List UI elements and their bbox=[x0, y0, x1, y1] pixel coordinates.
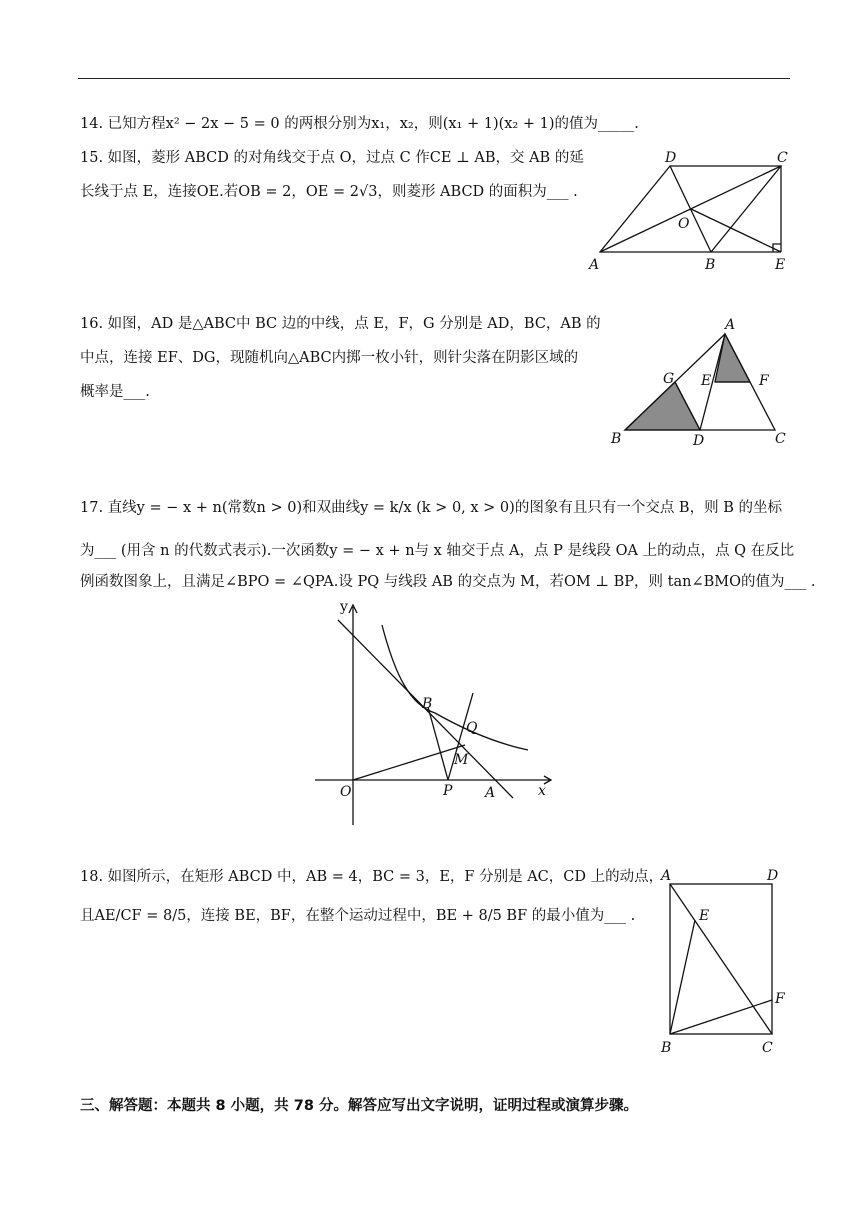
label-a: A bbox=[589, 257, 600, 273]
problem-16-text-line3: 概率是___. bbox=[80, 384, 150, 400]
label-q: Q bbox=[466, 720, 478, 736]
hyperbola-figure bbox=[310, 595, 560, 830]
label-c: C bbox=[762, 1040, 773, 1056]
label-a: A bbox=[725, 317, 736, 333]
label-e: E bbox=[699, 908, 710, 924]
label-o: O bbox=[678, 216, 690, 232]
label-x: x bbox=[538, 783, 546, 799]
label-f: F bbox=[775, 991, 785, 1007]
label-c: C bbox=[777, 150, 788, 166]
label-a: A bbox=[485, 785, 496, 801]
diagonal-ac bbox=[670, 884, 772, 1034]
problem-17-text-line3: 例函数图象上，且满足∠BPO = ∠QPA.设 PQ 与线段 AB 的交点为 M，若OM ⊥ BP，则 tan∠BMO的值为___ . bbox=[80, 574, 816, 590]
label-b: B bbox=[661, 1040, 672, 1056]
problem-15-text-line2: 长线于点 E，连接OE.若OB = 2，OE = 2√3，则菱形 ABCD 的面积为___ . bbox=[80, 184, 578, 200]
segment-be bbox=[670, 920, 695, 1034]
rhombus-figure bbox=[585, 148, 800, 273]
problem-18-text-line2: 且AE/CF = 8/5，连接 BE，BF，在整个运动过程中，BE + 8/5 BF 的最小值为___ . bbox=[80, 908, 636, 924]
problem-17-text-line1: 17. 直线y = − x + n(常数n > 0)和双曲线y = k/x (k > 0, x > 0)的图象有且只有一个交点 B，则 B 的坐标 bbox=[80, 500, 782, 516]
label-g: G bbox=[663, 371, 675, 387]
label-b: B bbox=[422, 696, 433, 712]
problem-15-text-line1: 15. 如图，菱形 ABCD 的对角线交于点 O，过点 C 作CE ⊥ AB，交 AB 的延 bbox=[80, 150, 584, 166]
label-m: M bbox=[454, 752, 469, 768]
segment-oe bbox=[691, 209, 781, 252]
shaded-triangle-aef bbox=[715, 334, 750, 382]
label-b: B bbox=[611, 431, 622, 447]
label-d: D bbox=[693, 433, 705, 449]
label-e: E bbox=[775, 257, 786, 273]
label-e: E bbox=[701, 373, 712, 389]
rectangle-figure bbox=[655, 862, 790, 1057]
label-f: F bbox=[759, 373, 769, 389]
diagonal-bd bbox=[670, 166, 711, 252]
problem-18-text-line1: 18. 如图所示，在矩形 ABCD 中，AB = 4，BC = 3，E，F 分别是 AC，CD 上的动点， bbox=[80, 869, 664, 885]
shaded-triangle-bdg bbox=[625, 382, 700, 430]
label-o: O bbox=[340, 784, 352, 800]
problem-14-text: 14. 已知方程x² − 2x − 5 = 0 的两根分别为x₁，x₂，则(x₁ + 1)(x₂ + 1)的值为_____. bbox=[80, 116, 639, 132]
segment-bf bbox=[670, 1000, 772, 1034]
problem-16-text-line2: 中点，连接 EF、DG，现随机向△ABC内掷一枚小针，则针尖落在阴影区域的 bbox=[80, 350, 579, 366]
problem-17-text-line2: 为___ (用含 n 的代数式表示).一次函数y = − x + n与 x 轴交于点 A，点 P 是线段 OA 上的动点，点 Q 在反比 bbox=[80, 543, 795, 559]
label-b: B bbox=[705, 257, 716, 273]
label-y: y bbox=[340, 599, 348, 615]
section-heading: 三、解答题：本题共 8 小题，共 78 分。解答应写出文字说明，证明过程或演算步骤。 bbox=[80, 1098, 638, 1114]
label-a: A bbox=[661, 868, 672, 884]
label-c: C bbox=[775, 431, 786, 447]
label-d: D bbox=[665, 150, 677, 166]
label-d: D bbox=[767, 868, 779, 884]
triangle-figure bbox=[605, 315, 805, 450]
header-rule bbox=[78, 78, 790, 79]
label-p: P bbox=[443, 783, 453, 799]
problem-16-text-line1: 16. 如图，AD 是△ABC中 BC 边的中线，点 E，F，G 分别是 AD，BC，AB 的 bbox=[80, 316, 601, 332]
segment-op bbox=[353, 745, 465, 780]
